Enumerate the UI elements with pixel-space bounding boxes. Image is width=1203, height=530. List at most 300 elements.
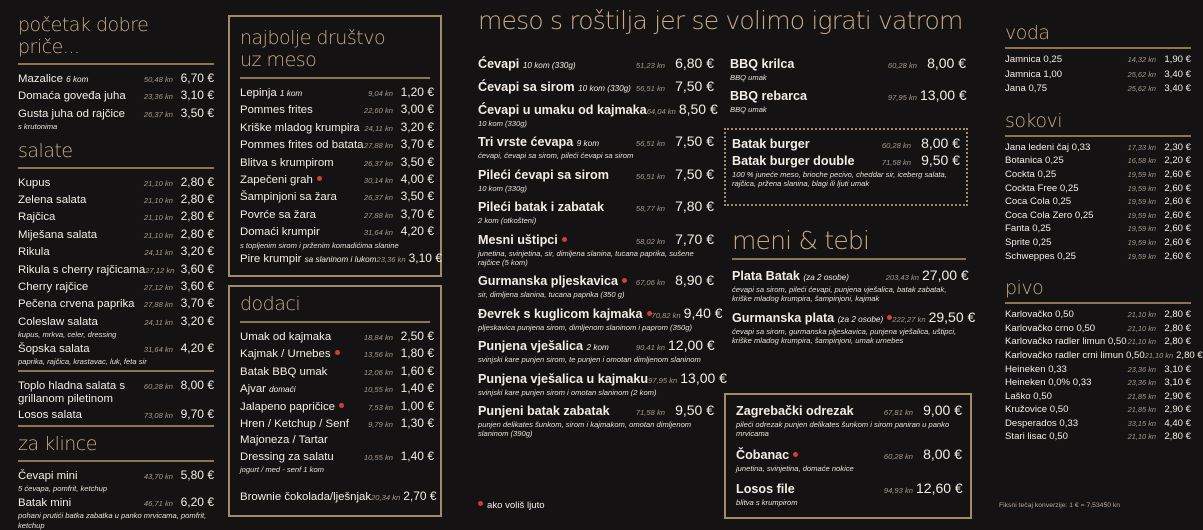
price-eur: 1,60 € <box>400 363 434 378</box>
item-description: s topljenim sirom i prženim komadićima slanine <box>240 240 399 250</box>
menu-item-row <box>1005 335 1191 349</box>
item-name <box>1005 182 1128 196</box>
price-eur: 12,00 € <box>668 337 715 354</box>
item-name <box>18 469 144 483</box>
item-description: kupus, mrkva, celer, dressing <box>18 330 117 340</box>
menu-item <box>478 403 714 439</box>
menu-item-row <box>18 314 214 330</box>
item-name <box>1005 308 1128 322</box>
item-name-text: Heineken 0,0% 0,33 <box>1005 377 1092 389</box>
spicy-dot-icon <box>335 350 340 355</box>
item-name <box>240 330 364 344</box>
item-name <box>478 103 647 118</box>
menu-item <box>18 495 214 530</box>
juices-title: sokovi <box>1005 109 1062 132</box>
price-eur: 4,40 € <box>1164 417 1191 429</box>
price-eur: 2,80 € <box>180 174 214 189</box>
menu-item-row <box>478 232 714 249</box>
item-name-text: Rikula <box>18 246 50 259</box>
price-kn: 19,59 kn <box>1127 237 1156 247</box>
menu-item <box>478 338 714 364</box>
item-name-text: Ćevapi <box>478 57 520 71</box>
price-kn: 56,51 kn <box>635 171 665 181</box>
item-description: 100 % juneće meso, brioche pecivo, cheddar sir, iceberg salata, rajčica, pržena slanina, blagi ili ljuti umak <box>732 170 947 189</box>
item-name <box>1005 222 1128 236</box>
price-eur: 1,80 € <box>400 346 434 361</box>
divider <box>732 258 966 260</box>
item-name <box>18 107 144 121</box>
price-kn: 26,37 kn <box>363 158 393 168</box>
menu-item <box>1005 308 1191 322</box>
price-eur: 5,80 € <box>180 467 214 482</box>
item-name <box>18 89 144 103</box>
item-name <box>1005 141 1128 155</box>
item-name-text: Čobanac <box>736 447 790 462</box>
item-description: BBQ umak <box>730 73 767 82</box>
price-eur: 4,20 € <box>400 224 434 239</box>
item-description: pohani prutići batka zabatka u panko mrvicama, pomfrit, ketchup <box>18 511 207 530</box>
item-name <box>1005 154 1128 168</box>
price-eur: 1,00 € <box>400 398 434 413</box>
item-quantity: (za 2 osobe) <box>803 273 849 282</box>
divider <box>18 425 214 427</box>
item-name-text: Karlovačko radler crni limun 0,50 <box>1005 349 1145 361</box>
item-name-text: Jamnica 0,25 <box>1005 54 1063 65</box>
item-name-text: Coca Cola Zero 0,25 <box>1005 209 1094 221</box>
price-kn: 16,58 kn <box>1127 156 1156 166</box>
spicy-legend <box>478 500 545 511</box>
item-name <box>18 176 144 190</box>
price-eur: 2,80 € <box>1164 336 1191 348</box>
item-name <box>240 450 364 464</box>
price-kn: 21,10 kn <box>1144 350 1174 360</box>
item-name <box>478 233 636 248</box>
menu-item <box>18 296 214 312</box>
price-eur: 9,50 € <box>675 402 714 419</box>
menu-item-row <box>1005 141 1191 155</box>
item-name-text: Pommes frites <box>240 104 313 117</box>
item-quantity: 9 kom <box>576 139 600 149</box>
menu-item-row <box>730 56 966 73</box>
item-name <box>732 269 886 285</box>
item-name <box>18 315 144 329</box>
price-kn: 7,53 kn <box>368 402 393 412</box>
price-kn: 60,28 kn <box>881 141 911 150</box>
menu-item <box>730 88 966 114</box>
price-kn: 21,10 kn <box>1127 310 1156 320</box>
item-name-text: BBQ krilca <box>730 57 795 71</box>
menu-item-row <box>1005 82 1191 96</box>
price-eur: 2,80 € <box>1164 322 1191 334</box>
spicy-dot-icon <box>317 176 322 181</box>
menu-item-row <box>1005 250 1191 264</box>
price-eur: 2,80 € <box>180 192 214 207</box>
menu-item <box>1005 82 1191 96</box>
item-name-text: Đevrek s kuglicom kajmaka <box>478 306 643 321</box>
price-eur: 3,70 € <box>400 137 434 152</box>
menu-item <box>478 304 723 332</box>
item-name <box>478 404 636 419</box>
menu-item-row <box>18 296 214 312</box>
price-eur: 1,40 € <box>400 448 434 463</box>
item-name <box>1005 236 1128 250</box>
item-description: s krutonima <box>18 122 58 132</box>
price-eur: 29,50 € <box>928 308 976 325</box>
item-name-text: Hren / Ketchup / Senf <box>240 418 349 431</box>
item-quantity: sa slaninom i lukom <box>304 255 377 265</box>
menu-item <box>1005 182 1191 196</box>
menu-item-row <box>1005 53 1191 67</box>
item-name <box>478 307 652 322</box>
price-eur: 8,90 € <box>675 272 714 289</box>
menu-item-row <box>1005 376 1191 390</box>
item-description: jogurt / med - senf 1 kom <box>240 465 324 475</box>
item-quantity: 10 kom (330g) <box>578 84 631 93</box>
item-name <box>478 339 636 355</box>
item-name <box>1005 322 1128 336</box>
item-name-text: Sprite 0,25 <box>1005 236 1052 248</box>
item-name <box>1005 403 1128 417</box>
item-name <box>732 137 882 152</box>
meni-list <box>732 267 976 352</box>
menu-item-row <box>1005 417 1191 431</box>
menu-item <box>1005 222 1191 236</box>
item-name <box>1005 349 1145 363</box>
item-name-text: Ajvar <box>240 383 266 396</box>
price-kn: 13,56 kn <box>363 350 393 360</box>
menu-item <box>18 227 214 243</box>
menu-item-row <box>240 416 434 432</box>
item-name-text: Desperados 0,33 <box>1005 417 1079 429</box>
item-name <box>1005 250 1128 264</box>
menu-item-row <box>736 447 962 464</box>
price-eur: 8,00 € <box>921 135 960 151</box>
price-kn: 97,95 kn <box>648 375 678 385</box>
price-kn: 60,28 kn <box>887 61 917 70</box>
item-name-text: Botanica 0,25 <box>1005 155 1064 167</box>
item-name-text: Šopska salata <box>18 342 90 355</box>
menu-item-row <box>478 167 714 184</box>
price-kn: 21,10 kn <box>143 178 173 188</box>
price-eur: 3,10 € <box>1164 363 1191 375</box>
menu-item-row <box>240 189 434 205</box>
item-name-text: Gusta juha od rajčice <box>18 107 126 120</box>
item-description: ćevapi sa sirom, pileći ćevapi, punjena vješalica, batak zabatak, kriške mladog krumpira, šampinjoni, kajmak <box>732 285 947 304</box>
divider <box>1005 135 1191 137</box>
item-name-text: Dressing za salatu <box>240 450 334 463</box>
menu-item <box>240 433 434 447</box>
menu-item-row <box>18 341 214 357</box>
item-name <box>18 193 144 207</box>
menu-item <box>1005 53 1191 67</box>
price-eur: 6,70 € <box>180 71 214 85</box>
menu-item <box>478 232 714 268</box>
item-name <box>1005 390 1128 404</box>
price-eur: 2,80 € <box>1176 349 1203 361</box>
item-name-text: Kriške mladog krumpira <box>240 121 360 134</box>
price-eur: 8,00 € <box>927 55 966 71</box>
column-drinks <box>999 0 1203 530</box>
spicy-dot-icon <box>478 501 483 506</box>
price-kn: 23,36 kn <box>376 255 406 265</box>
item-name-text: Rajčica <box>18 211 56 224</box>
item-name-text: Kajmak / Urnebes <box>240 348 331 361</box>
menu-item-row <box>1005 322 1191 336</box>
menu-item <box>240 189 434 205</box>
price-kn: 24,11 kn <box>144 317 173 327</box>
item-name-text: BBQ rebarca <box>730 89 807 104</box>
item-description: svinjski kare punjen sirom, te punjen i omotan dimljenom slaninom <box>478 355 701 365</box>
price-kn: 56,51 kn <box>635 84 665 93</box>
item-name <box>18 72 144 87</box>
spicy-dot-icon <box>622 278 627 283</box>
menu-item <box>18 71 214 87</box>
item-name <box>1005 168 1128 182</box>
price-kn: 70,82 kn <box>651 310 681 320</box>
price-eur: 2,20 € <box>1164 155 1191 167</box>
menu-item-row <box>478 199 714 216</box>
menu-item-row <box>478 338 714 355</box>
item-name <box>736 448 884 463</box>
price-eur: 7,50 € <box>675 78 714 94</box>
item-name <box>730 89 888 104</box>
menu-item <box>478 56 714 73</box>
item-name <box>240 138 364 152</box>
item-name-text: Pire krumpir <box>240 253 302 266</box>
item-name <box>240 252 376 267</box>
price-eur: 12,60 € <box>916 480 963 497</box>
menu-item-row <box>18 468 214 484</box>
price-eur: 6,20 € <box>180 494 214 509</box>
item-name <box>240 433 393 447</box>
menu-item <box>18 314 214 340</box>
item-name-text: Kružovice 0,50 <box>1005 404 1069 416</box>
price-kn: 24,11 kn <box>144 248 173 258</box>
price-eur: 9,40 € <box>683 304 723 321</box>
price-eur: 3,40 € <box>1164 83 1191 95</box>
item-name-text: Laško 0,50 <box>1005 390 1052 402</box>
menu-item-row <box>1005 390 1191 404</box>
menu-item-row <box>240 433 434 447</box>
price-kn: 64,04 kn <box>646 107 676 116</box>
menu-item-row <box>240 155 434 171</box>
item-name <box>1005 68 1128 82</box>
price-kn: 60,28 kn <box>883 451 913 461</box>
item-name-text: Cockta Free 0,25 <box>1005 182 1079 194</box>
price-eur: 3,70 € <box>180 296 214 311</box>
item-name-text: Jana 0,75 <box>1005 83 1048 95</box>
menu-item-row <box>478 304 723 323</box>
menu-item <box>478 369 727 397</box>
menu-item-row <box>478 403 714 420</box>
menu-item <box>1005 417 1191 431</box>
menu-item <box>1005 209 1191 223</box>
item-description: junetina, svinjetina, domaće nokice <box>736 463 854 473</box>
item-name <box>1005 209 1128 223</box>
menu-item-row <box>1005 68 1191 82</box>
item-name <box>1005 195 1128 209</box>
item-name-text: Brownie čokolada/lješnjak <box>240 490 372 503</box>
price-eur: 2,60 € <box>1164 209 1191 221</box>
price-eur: 2,90 € <box>1164 404 1191 416</box>
item-name-text: Punjena vješalica u kajmaku <box>478 371 649 386</box>
menu-item <box>240 155 434 171</box>
item-description: 10 kom (330g) <box>478 119 527 128</box>
price-eur: 2,60 € <box>1164 236 1191 248</box>
price-kn: 20,34 kn <box>371 492 401 502</box>
price-eur: 3,10 € <box>1164 377 1191 389</box>
item-name-text: Jalapeno papričice <box>240 400 335 413</box>
extras-box <box>228 285 442 517</box>
price-eur: 3,10 € <box>180 88 214 103</box>
price-kn: 21,85 kn <box>1127 391 1156 401</box>
menu-item <box>1005 322 1191 336</box>
price-eur: 13,00 € <box>920 87 967 104</box>
price-kn: 23,36 kn <box>1127 364 1156 374</box>
menu-item-row <box>736 481 962 498</box>
item-name-text: Majoneza / Tartar <box>240 434 328 447</box>
starters-title: početak dobre priče... <box>18 14 149 58</box>
item-quantity: 10 kom (330g) <box>522 61 576 70</box>
divider <box>18 370 214 372</box>
price-kn: 21,10 kn <box>143 213 173 223</box>
price-kn: 21,10 kn <box>143 196 173 206</box>
divider <box>18 63 214 65</box>
price-kn: 67,81 kn <box>883 408 913 417</box>
price-eur: 2,70 € <box>403 488 437 503</box>
item-name-text: Šampinjoni sa žara <box>240 191 337 204</box>
item-name-text: Coca Cola 0,25 <box>1005 196 1072 208</box>
item-name-text: Zapečeni grah <box>240 174 313 187</box>
price-eur: 3,00 € <box>400 102 434 117</box>
menu-item <box>18 378 214 406</box>
price-eur: 27,00 € <box>922 267 969 283</box>
price-eur: 8,50 € <box>678 101 718 117</box>
menu-item <box>478 273 714 299</box>
item-description: 10 kom (330g) <box>478 183 527 193</box>
price-kn: 19,59 kn <box>1127 224 1156 234</box>
menu-item-row <box>18 175 214 191</box>
price-eur: 3,60 € <box>180 261 214 276</box>
item-description: blitva s krumpirom <box>736 498 798 508</box>
price-eur: 3,20 € <box>180 244 214 259</box>
item-name <box>732 154 882 169</box>
item-name-text: Pileći batak i zabatak <box>478 200 604 215</box>
menu-item <box>240 207 434 223</box>
menu-item <box>18 407 214 423</box>
item-name-text: Blitva s krumpirom <box>240 156 334 169</box>
item-name <box>732 311 892 327</box>
item-description: ćevapi, ćevapi sa sirom, pileći ćevapi sa sirom <box>478 151 634 161</box>
price-eur: 3,50 € <box>180 105 214 120</box>
item-description: BBQ umak <box>730 105 767 115</box>
price-kn: 19,59 kn <box>1127 251 1156 261</box>
divider <box>18 167 214 169</box>
menu-item-row <box>732 268 968 285</box>
item-name <box>18 380 144 406</box>
item-name-text: Punjeni batak zabatak <box>478 404 610 419</box>
item-name-text: Batak mini <box>18 496 72 509</box>
price-kn: 31,64 kn <box>143 344 173 354</box>
price-kn: 31,64 kn <box>363 228 393 238</box>
menu-item-row <box>240 85 434 101</box>
item-name-text: Domaća goveđa juha <box>18 90 126 103</box>
item-description: 2 kom (otkošteni) <box>478 216 537 226</box>
menu-item <box>1005 168 1191 182</box>
menu-item <box>1005 68 1191 82</box>
item-quantity: 2 kom <box>586 343 609 353</box>
item-name <box>1005 335 1128 349</box>
divider <box>240 321 430 323</box>
menu-item <box>18 244 214 260</box>
item-name-text: Coleslaw salata <box>18 315 98 328</box>
menu-item-row <box>18 279 214 295</box>
menu-item <box>478 134 714 160</box>
item-name-text: Schweppes 0,25 <box>1005 250 1076 262</box>
menu-item-row <box>18 407 214 423</box>
menu-item-row <box>18 244 214 260</box>
item-name <box>240 417 368 431</box>
item-name-text: Plata Batak <box>732 269 800 283</box>
item-name-text: Toplo hladna salata s grillanom piletinom <box>18 379 126 405</box>
price-eur: 9,70 € <box>180 406 214 421</box>
price-eur: 13,00 € <box>680 369 727 386</box>
item-name-text: Miješana salata <box>18 228 98 241</box>
menu-item <box>18 106 214 132</box>
item-name <box>736 404 884 419</box>
menu-item-row <box>732 153 960 170</box>
menu-item <box>1005 236 1191 250</box>
price-eur: 4,20 € <box>180 340 214 355</box>
item-name <box>240 121 364 135</box>
menu-item-row <box>736 403 962 420</box>
menu-item-row <box>1005 430 1191 444</box>
price-eur: 2,80 € <box>1164 431 1191 443</box>
menu-item <box>732 268 968 304</box>
menu-item <box>240 137 434 153</box>
item-name <box>240 490 371 504</box>
price-kn: 12,06 kn <box>363 367 393 377</box>
menu-item-row <box>240 120 434 136</box>
price-kn: 25,62 kn <box>1127 84 1156 94</box>
price-kn: 27,88 kn <box>363 141 393 151</box>
item-name <box>240 190 364 204</box>
price-eur: 9,50 € <box>921 152 960 168</box>
menu-item-row <box>240 224 434 240</box>
menu-item-row <box>18 495 214 511</box>
price-kn: 203,43 kn <box>885 273 919 282</box>
item-name-text: Batak BBQ umak <box>240 365 328 378</box>
price-eur: 8,00 € <box>180 377 214 392</box>
beer-title: pivo <box>1005 277 1044 300</box>
menu-item <box>18 279 214 295</box>
price-eur: 6,80 € <box>675 55 714 71</box>
item-name <box>18 409 144 422</box>
menu-item <box>18 88 214 104</box>
menu-item <box>240 364 434 380</box>
menu-item-row <box>240 346 434 362</box>
price-kn: 25,62 kn <box>1127 69 1156 79</box>
price-kn: 43,70 kn <box>143 471 173 481</box>
price-kn: 51,23 kn <box>635 61 665 70</box>
price-kn: 67,06 kn <box>635 278 665 288</box>
price-kn: 60,28 kn <box>143 381 173 391</box>
price-eur: 1,30 € <box>400 416 434 431</box>
menu-item <box>18 262 214 278</box>
menu-item-row <box>478 56 714 73</box>
menu-item-row <box>240 172 434 188</box>
price-kn: 9,79 kn <box>368 420 393 430</box>
